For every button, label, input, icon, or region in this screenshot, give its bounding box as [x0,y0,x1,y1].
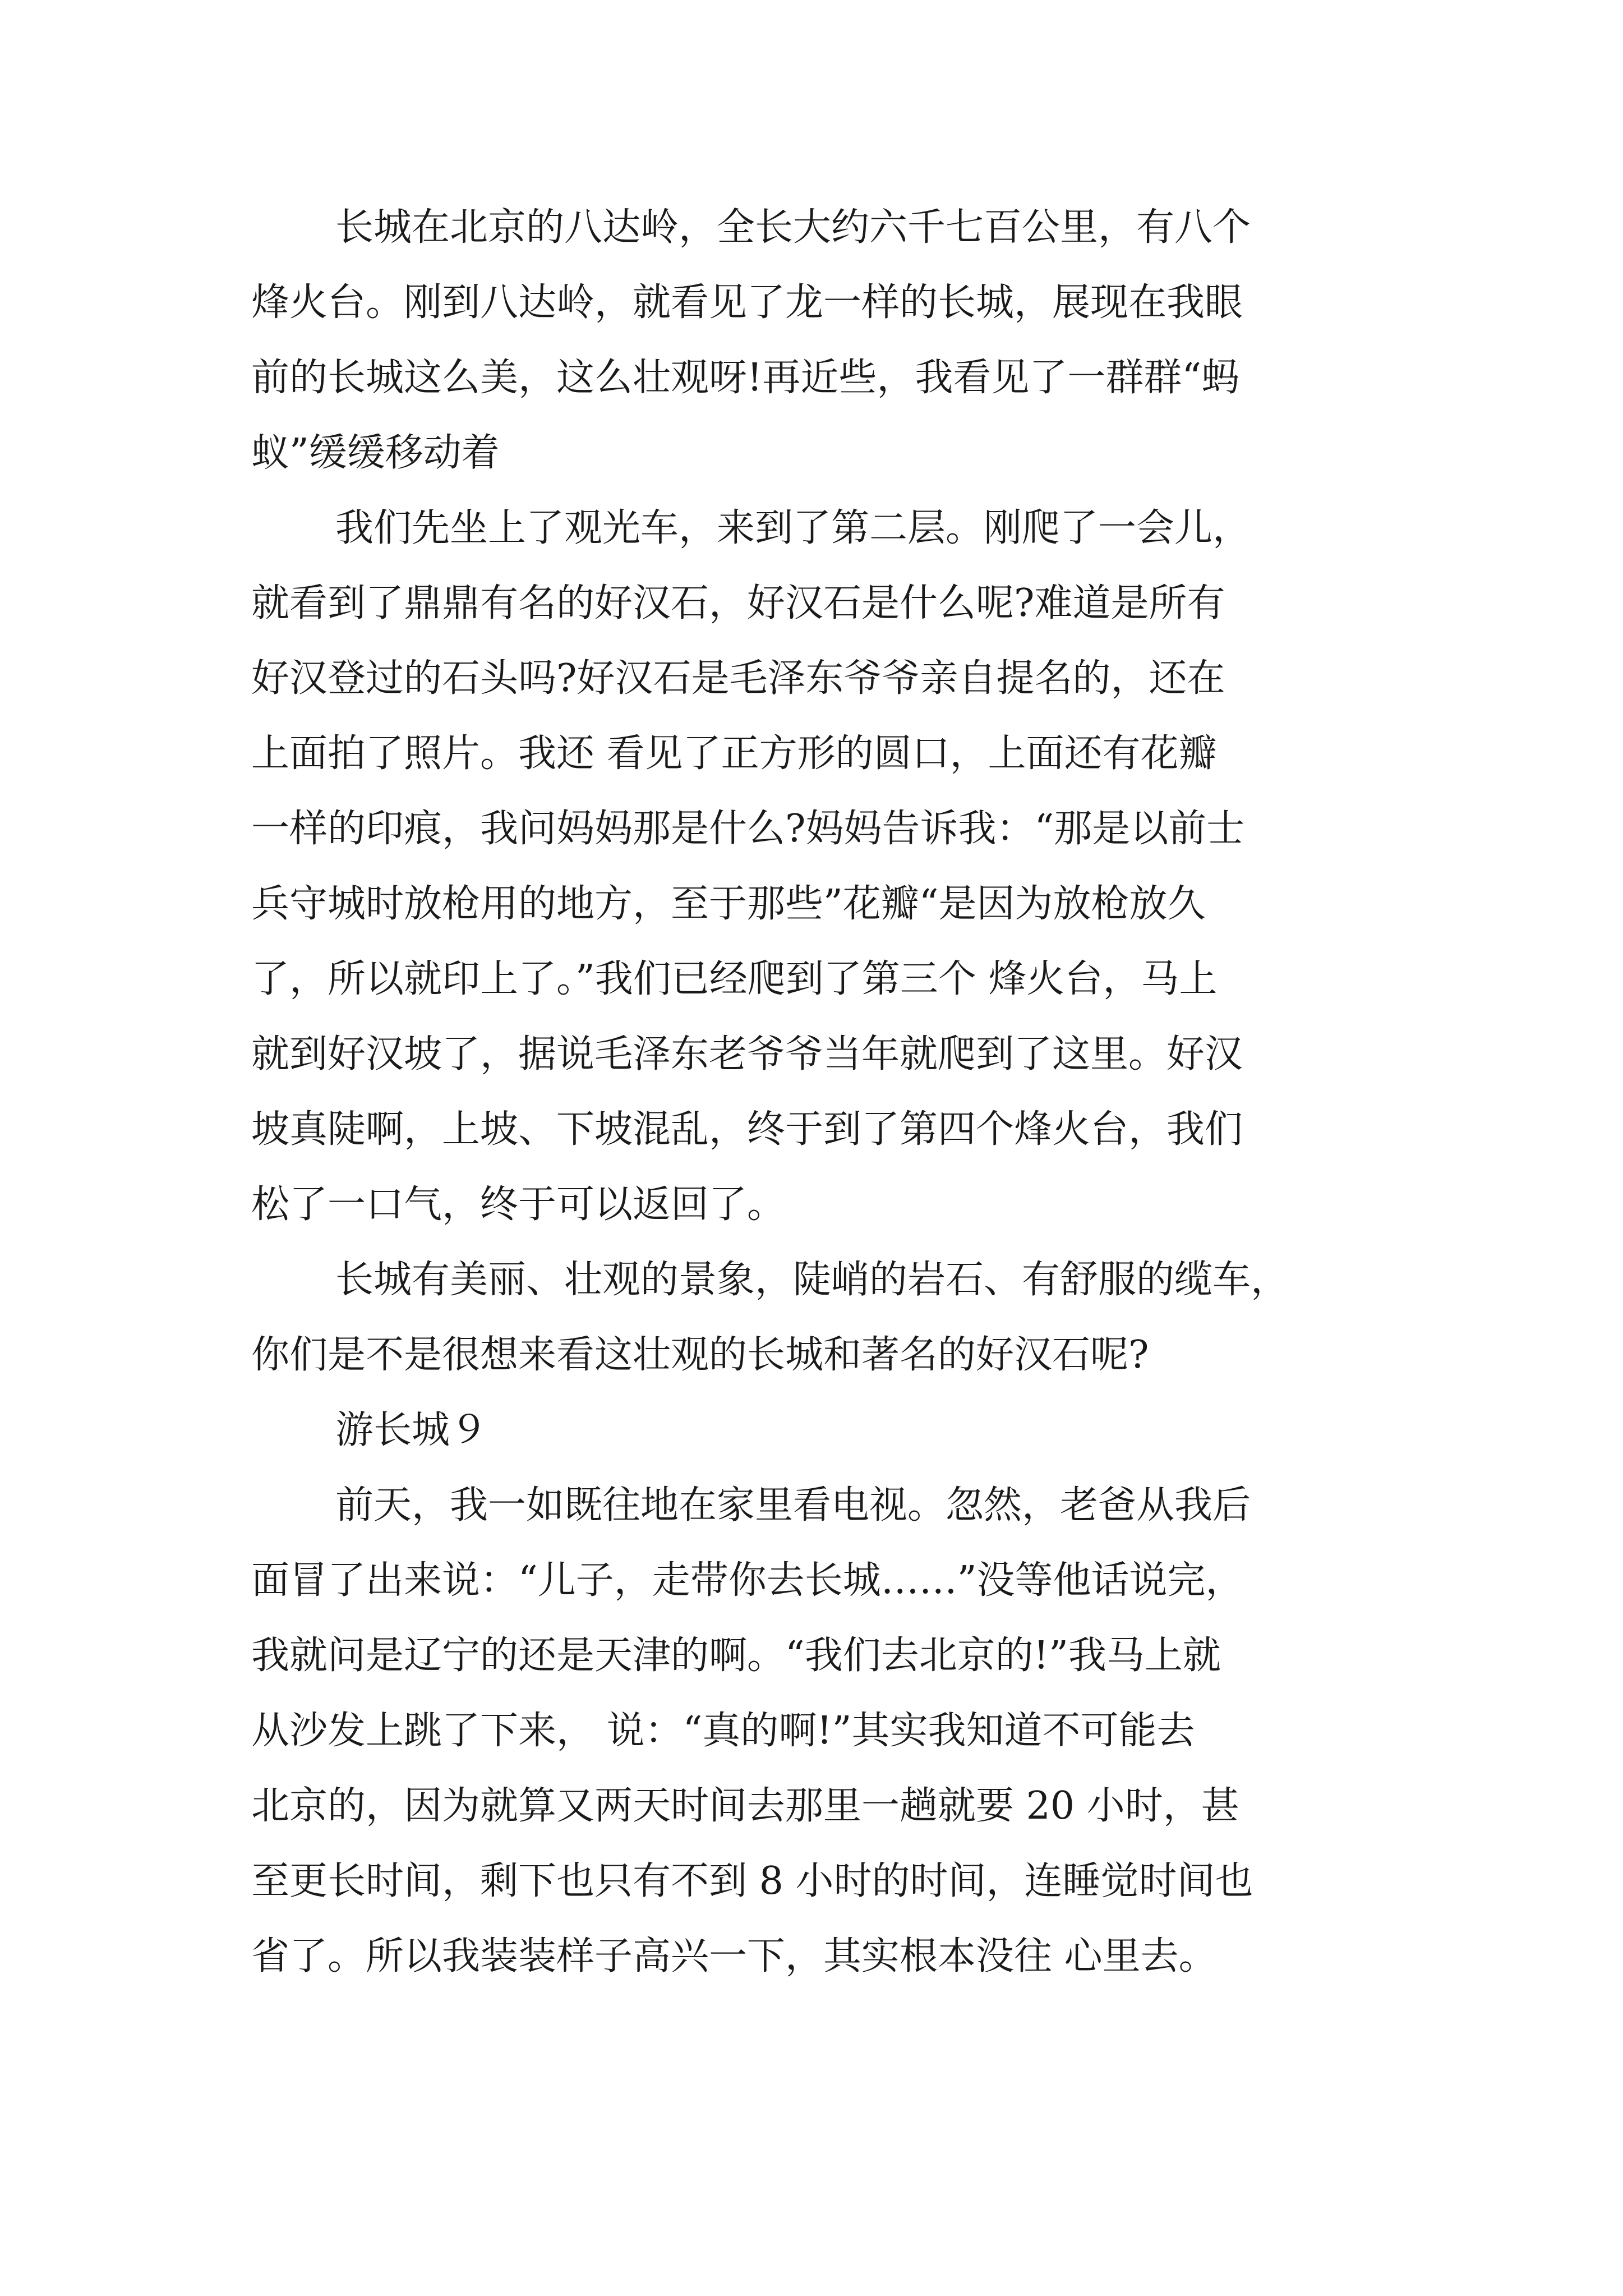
paragraph-1-line-4: 蚁”缓缓移动着 [251,431,500,475]
paragraph-2-line-7: 了，所以就印上了。”我们已经爬到了第三个 烽火台，马上 [251,957,1218,1001]
paragraph-2-line-1: 我们先坐上了观光车，来到了第二层。刚爬了一会儿， [335,506,1251,550]
paragraph-2-line-6: 兵守城时放枪用的地方，至于那些”花瓣“是因为放枪放久 [251,882,1206,926]
paragraph-1-line-3: 前的长城这么美，这么壮观呀!再近些，我看见了一群群“蚂 [251,356,1240,400]
paragraph-2-line-3: 好汉登过的石头吗?好汉石是毛泽东爷爷亲自提名的，还在 [251,656,1225,701]
paragraph-4-line-5: 北京的，因为就算又两天时间去那里一趟就要 20 小时，甚 [251,1784,1239,1828]
paragraph-4-line-2: 面冒了出来说：“儿子，走带你去长城……”没等他话说完， [251,1558,1244,1603]
paragraph-4-line-4: 从沙发上跳了下来， 说：“真的啊!”其实我知道不可能去 [251,1709,1195,1753]
paragraph-3-line-1: 长城有美丽、壮观的景象，陡峭的岩石、有舒服的缆车， [335,1258,1289,1302]
paragraph-2-line-9: 坡真陡啊，上坡、下坡混乱，终于到了第四个烽火台，我们 [251,1107,1243,1152]
section-heading: 游长城９ [335,1408,488,1452]
paragraph-2-line-5: 一样的印痕，我问妈妈那是什么?妈妈告诉我：“那是以前士 [251,807,1245,851]
paragraph-4-line-1: 前天，我一如既往地在家里看电视。忽然，老爸从我后 [335,1483,1251,1527]
paragraph-2-line-4: 上面拍了照片。我还 看见了正方形的圆口，上面还有花瓣 [251,731,1217,776]
paragraph-4-line-3: 我就问是辽宁的还是天津的啊。“我们去北京的!”我马上就 [251,1634,1221,1678]
paragraph-4-line-6: 至更长时间，剩下也只有不到 8 小时的时间，连睡觉时间也 [251,1859,1253,1903]
paragraph-2-line-10: 松了一口气，终于可以返回了。 [251,1182,786,1227]
paragraph-1-line-1: 长城在北京的八达岭，全长大约六千七百公里，有八个 [335,205,1251,250]
paragraph-4-line-7: 省了。所以我装装样子高兴一下，其实根本没往 心里去。 [251,1934,1217,1978]
paragraph-2-line-8: 就到好汉坡了，据说毛泽东老爷爷当年就爬到了这里。好汉 [251,1032,1243,1076]
paragraph-3-line-2: 你们是不是很想来看这壮观的长城和著名的好汉石呢? [251,1333,1149,1377]
paragraph-1-line-2: 烽火台。刚到八达岭，就看见了龙一样的长城，展现在我眼 [251,280,1243,325]
paragraph-2-line-2: 就看到了鼎鼎有名的好汉石，好汉石是什么呢?难道是所有 [251,581,1225,625]
